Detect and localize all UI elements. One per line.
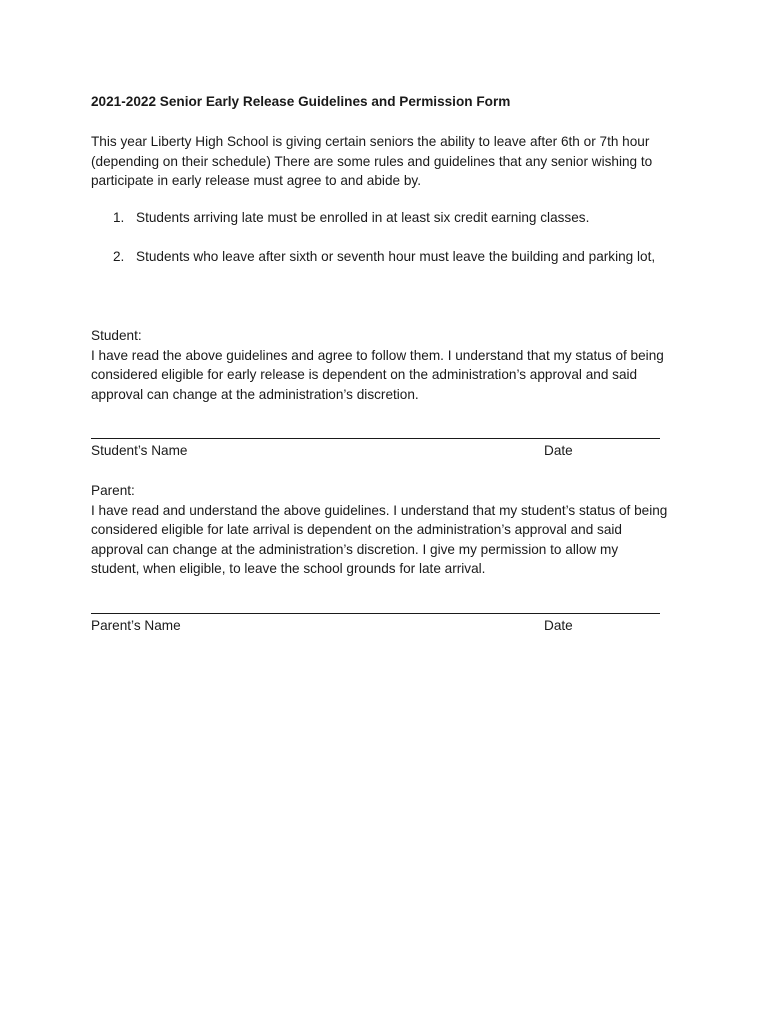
parent-statement-line: approval can change at the administration’s discretion. I give my permission to allow my: [91, 541, 619, 557]
student-statement-line: I have read the above guidelines and agree to follow them. I understand that my status of being: [91, 347, 664, 363]
intro-line: participate in early release must agree to and abide by.: [91, 173, 421, 188]
parent-date-label: Date: [544, 618, 573, 633]
student-name-label: Student’s Name: [91, 443, 188, 458]
rule-item-1: [113, 210, 589, 225]
intro-line: This year Liberty High School is giving certain seniors the ability to leave after 6th or 7th hour: [91, 134, 650, 149]
rule-number: 1.: [113, 210, 125, 225]
parent-statement-line: considered eligible for late arrival is dependent on the administration’s approval and said: [91, 522, 622, 537]
student-date-label: Date: [544, 443, 573, 458]
student-statement-line: approval can change at the administration’s discretion.: [91, 386, 419, 402]
rule-text: Students who leave after sixth or seventh hour must leave the building and parking lot,: [136, 249, 656, 264]
student-heading: Student:: [91, 328, 142, 343]
student-signature-line[interactable]: [91, 438, 660, 439]
parent-section: [91, 481, 691, 579]
student-statement-line: considered eligible for early release is dependent on the administration’s approval and said: [91, 367, 638, 382]
rule-text: Students arriving late must be enrolled in at least six credit earning classes.: [136, 210, 590, 225]
parent-name-label: Parent’s Name: [91, 618, 181, 633]
parent-statement-line: student, when eligible, to leave the school grounds for late arrival.: [91, 561, 486, 576]
student-section: [91, 326, 691, 404]
form-title: 2021-2022 Senior Early Release Guidelines and Permission Form: [91, 94, 511, 109]
intro-line: (depending on their schedule) There are some rules and guidelines that any senior wishing to: [91, 153, 653, 169]
parent-signature-line[interactable]: [91, 613, 660, 614]
rule-item-2: [113, 249, 655, 264]
rule-number: 2.: [113, 249, 125, 264]
intro-paragraph: [91, 132, 691, 191]
parent-heading: Parent:: [91, 483, 135, 498]
parent-statement-line: I have read and understand the above guidelines. I understand that my student’s status of being: [91, 502, 668, 518]
